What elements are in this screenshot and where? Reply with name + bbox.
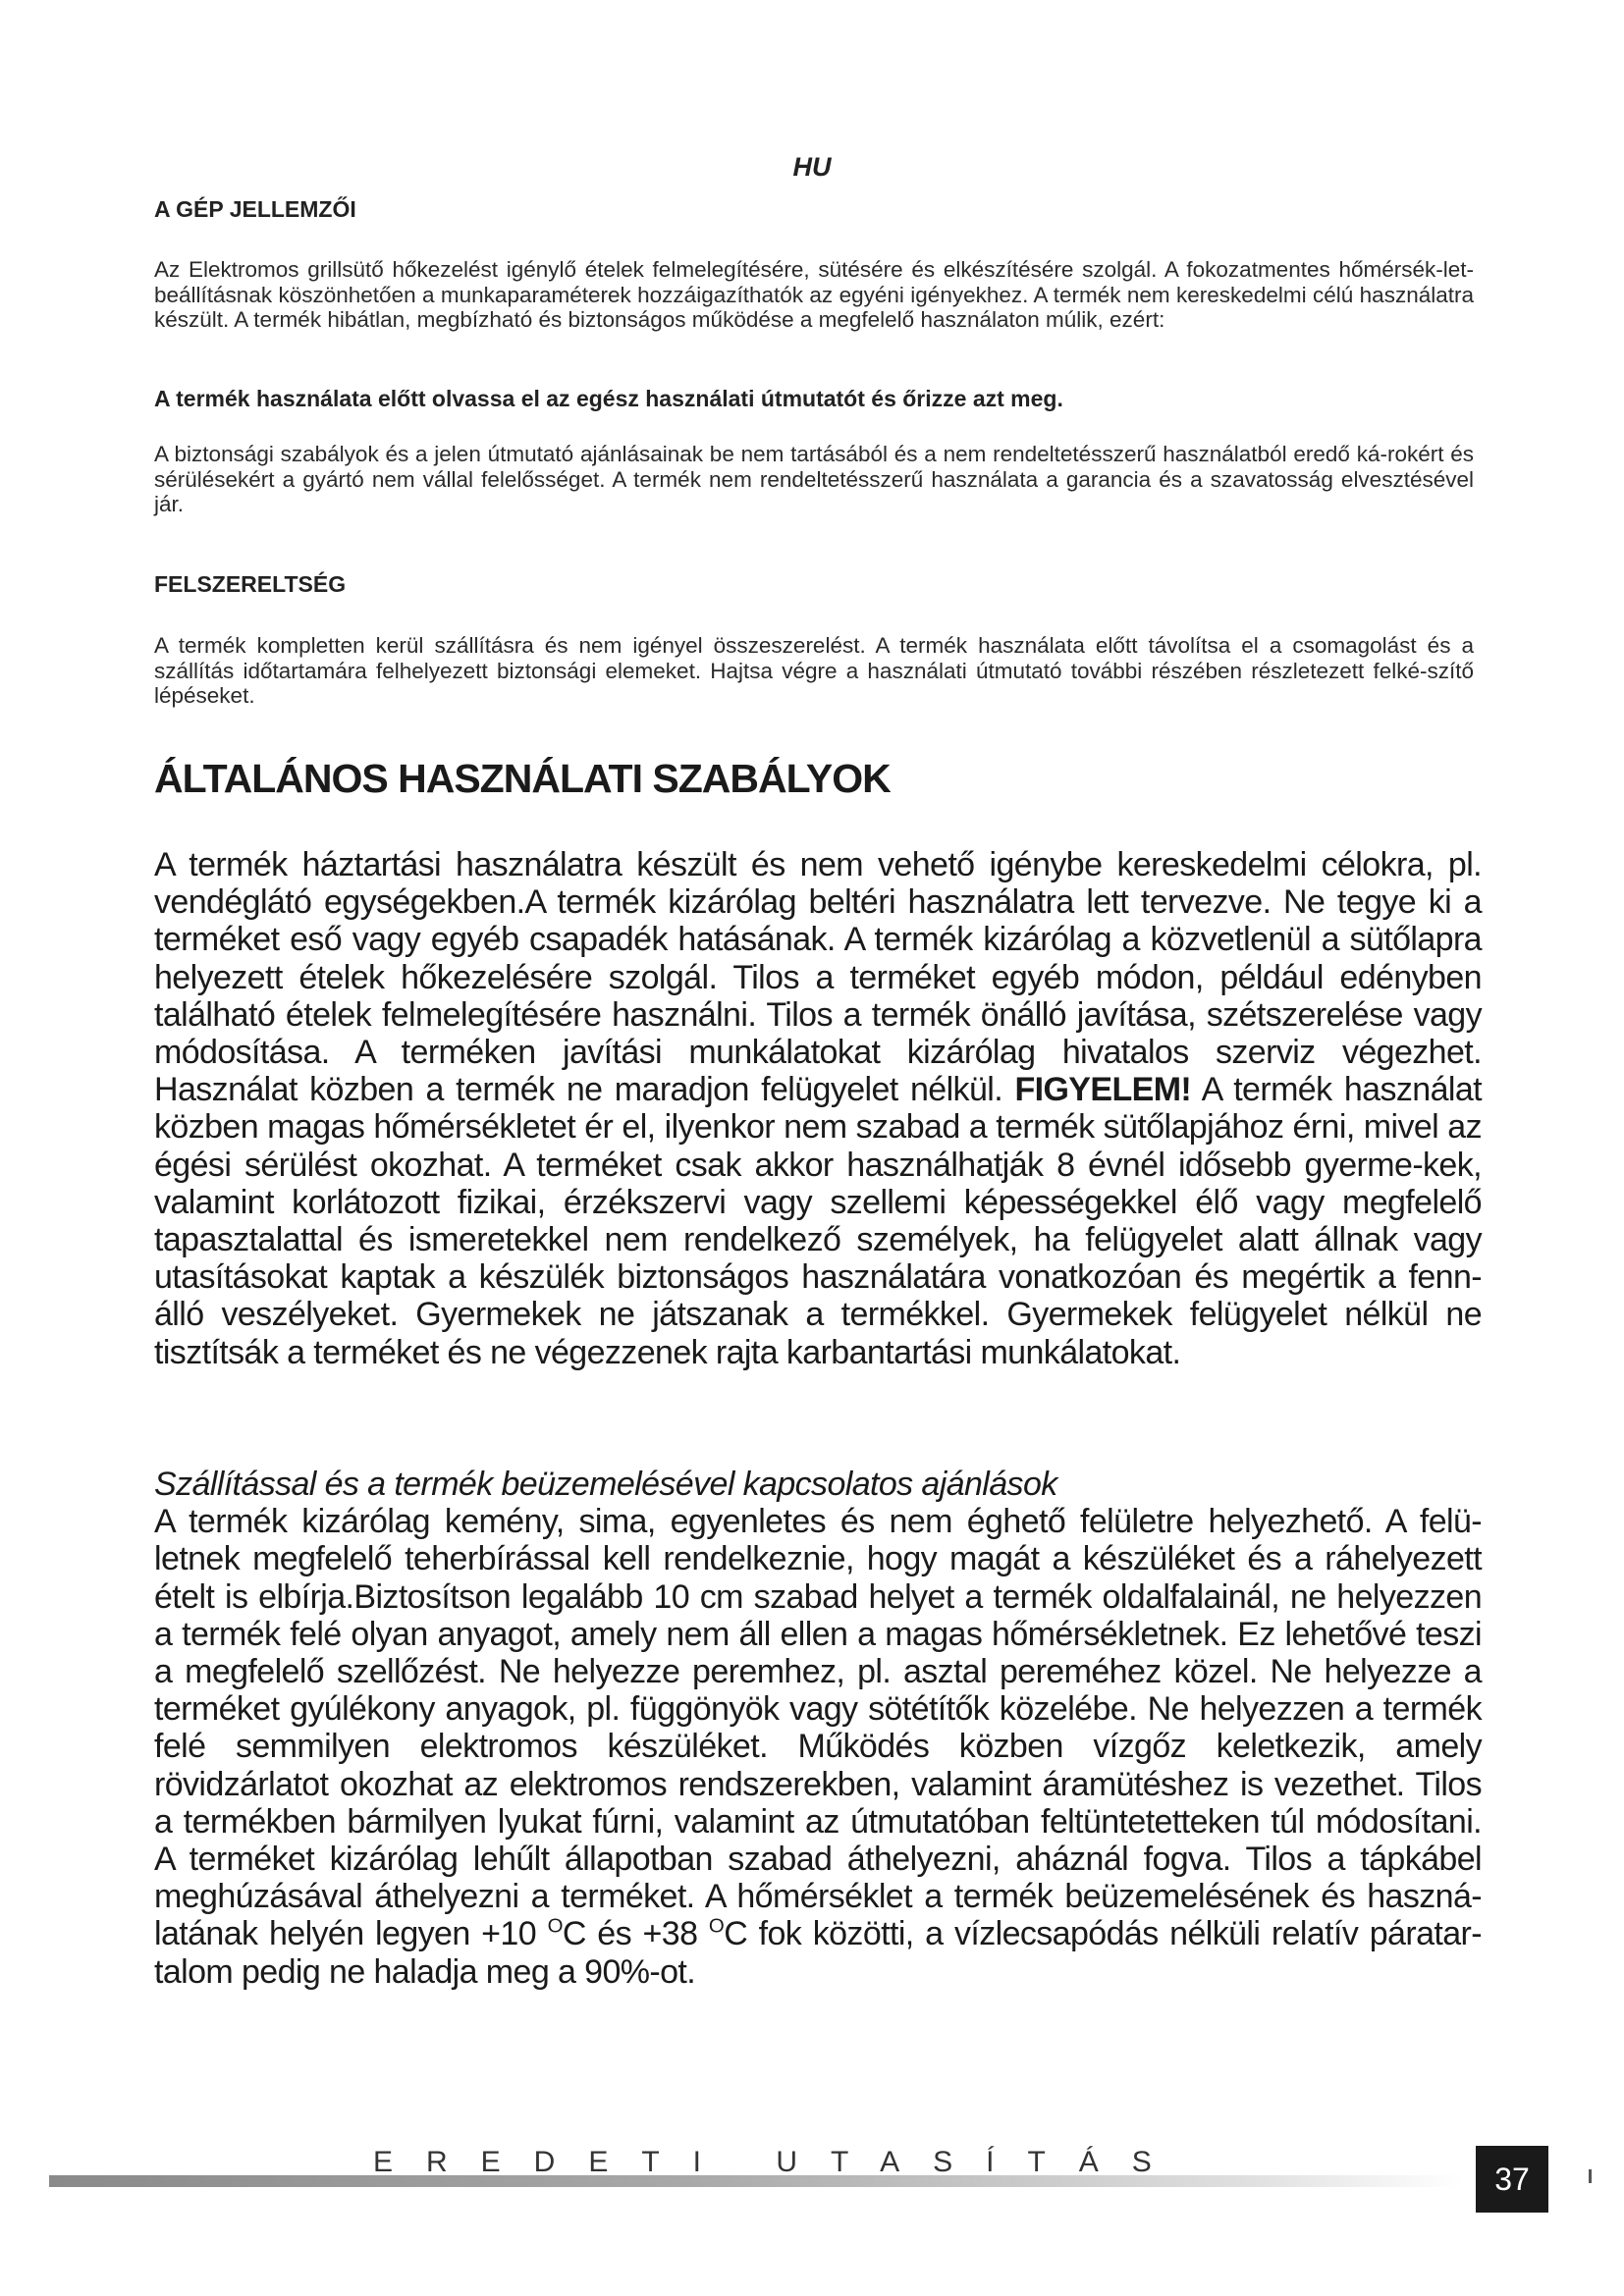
degree-symbol: O [708, 1916, 725, 1939]
installation-text-3: C fok közötti, a vízlecsapódás nélküli relatív páratar-talom pedig ne haladja meg a 90%-ot. [154, 1915, 1482, 1991]
section-heading-equipment: FELSZERELTSÉG [154, 571, 347, 597]
edge-mark [1589, 2169, 1592, 2183]
section-heading-features: A GÉP JELLEMZŐI [154, 196, 356, 222]
features-paragraph: Az Elektromos grillsütő hőkezelést igénylő ételek felmelegítésére, sütésére és elkészítésére szolgál. A fokozatmentes hőmérsék-let-beállításnak köszönhetően a munkaparaméterek hozzáigazíthatók az egyéni igényekhez. A termék nem kereskedelmi célú használatra készült. A termék hibátlan, megbízható és biztonságos működése a megfelelő használaton múlik, ezért: [154, 257, 1474, 332]
section-heading-general-rules: ÁLTALÁNOS HASZNÁLATI SZABÁLYOK [154, 756, 891, 801]
general-rules-text-2: A termék használat közben magas hőmérsékletet ér el, ilyenkor nem szabad a termék sütőlapjához érni, mivel az égési sérülést okozhat. A terméket csak akkor használhatják 8 évnél idősebb gyerme-kek, valamint korlátozott fizikai, érzékszervi vagy szellemi képességekkel élő vagy megfelelő tapasztalattal és ismeretekkel nem rendelkező személyek, ha felügyelet alatt állnak vagy utasításokat kaptak a készülék biztonságos használatára vonatkozóan és megértik a fenn-álló veszélyeket. Gyermekek ne játszanak a termékkel. Gyermekek felügyelet nélkül ne tisztítsák a terméket és ne végezzenek rajta karbantartási munkálatokat. [154, 1071, 1482, 1371]
liability-paragraph: A biztonsági szabályok és a jelen útmutató ajánlásainak be nem tartásából és a nem rendeltetésszerű használatból eredő ká-rokért és sérülésekért a gyártó nem vállal felelősséget. A termék nem rendeltetésszerű használata a garancia és a szavatosság elvesztésével jár. [154, 442, 1474, 516]
degree-symbol: O [547, 1916, 563, 1939]
installation-subtitle: Szállítással és a termék beüzemelésével kapcsolatos ajánlások [154, 1466, 1057, 1503]
installation-paragraph [154, 1466, 1482, 1991]
equipment-paragraph: A termék kompletten kerül szállításra és nem igényel összeszerelést. A termék használata előtt távolítsa el a csomagolást és a szállítás időtartamára felhelyezett biztonsági elemeket. Hajtsa végre a használati útmutató további részében részletezett felké-szítő lépéseket. [154, 633, 1474, 708]
warning-label: FIGYELEM! [1014, 1071, 1192, 1109]
language-code: HU [792, 152, 832, 182]
page-number: 37 [1476, 2146, 1548, 2213]
installation-text-2: C és +38 [562, 1915, 698, 1953]
installation-text-1: A termék kizárólag kemény, sima, egyenletes és nem éghető felületre helyezhető. A felü-letnek megfelelő teherbírással kell rendelkeznie, hogy magát a készüléket és a ráhelyezett ételt is elbírja.Biztosítson legalább 10 cm szabad helyet a termék oldalfalainál, ne helyezzen a termék felé olyan anyagot, amely nem áll ellen a magas hőmérsékletnek. Ez lehetővé teszi a megfelelő szellőzést. Ne helyezze peremhez, pl. asztal pereméhez közel. Ne helyezze a terméket gyúlékony anyagok, pl. függönyök vagy sötétítők közelébe. Ne helyezzen a termék felé semmilyen elektromos készüléket. Működés közben vízgőz keletkezik, amely rövidzárlatot okozhat az elektromos rendszerekben, valamint áramütéshez is vezethet. Tilos a termékben bármilyen lyukat fúrni, valamint az útmutatóban feltüntetetteken túl módosítani. A terméket kizárólag lehűlt állapotban szabad áthelyezni, aháznál fogva. Tilos a tápkábel meghúzásával áthelyezni a terméket. A hőmérséklet a termék beüzemelésének és haszná-latának helyén legyen +10 [154, 1503, 1482, 1953]
footer-label: EREDETI UTASÍTÁS [373, 2146, 1185, 2178]
read-manual-notice: A termék használata előtt olvassa el az egész használati útmutatót és őrizze azt meg. [154, 386, 1063, 411]
general-rules-text-1: A termék háztartási használatra készült és nem vehető igénybe kereskedelmi célokra, pl. vendéglátó egységekben.A termék kizárólag beltéri használatra lett tervezve. Ne tegye ki a terméket eső vagy egyéb csapadék hatásának. A termék kizárólag a közvetlenül a sütőlapra helyezett ételek hőkezelésére szolgál. Tilos a terméket egyéb módon, például edényben található ételek felmelegítésére használni. Tilos a termék önálló javítása, szétszerelése vagy módosítása. A terméken javítási munkálatokat kizárólag hivatalos szerviz végezhet. Használat közben a termék ne maradjon felügyelet nélkül. [154, 846, 1482, 1109]
general-rules-paragraph [154, 846, 1482, 1371]
